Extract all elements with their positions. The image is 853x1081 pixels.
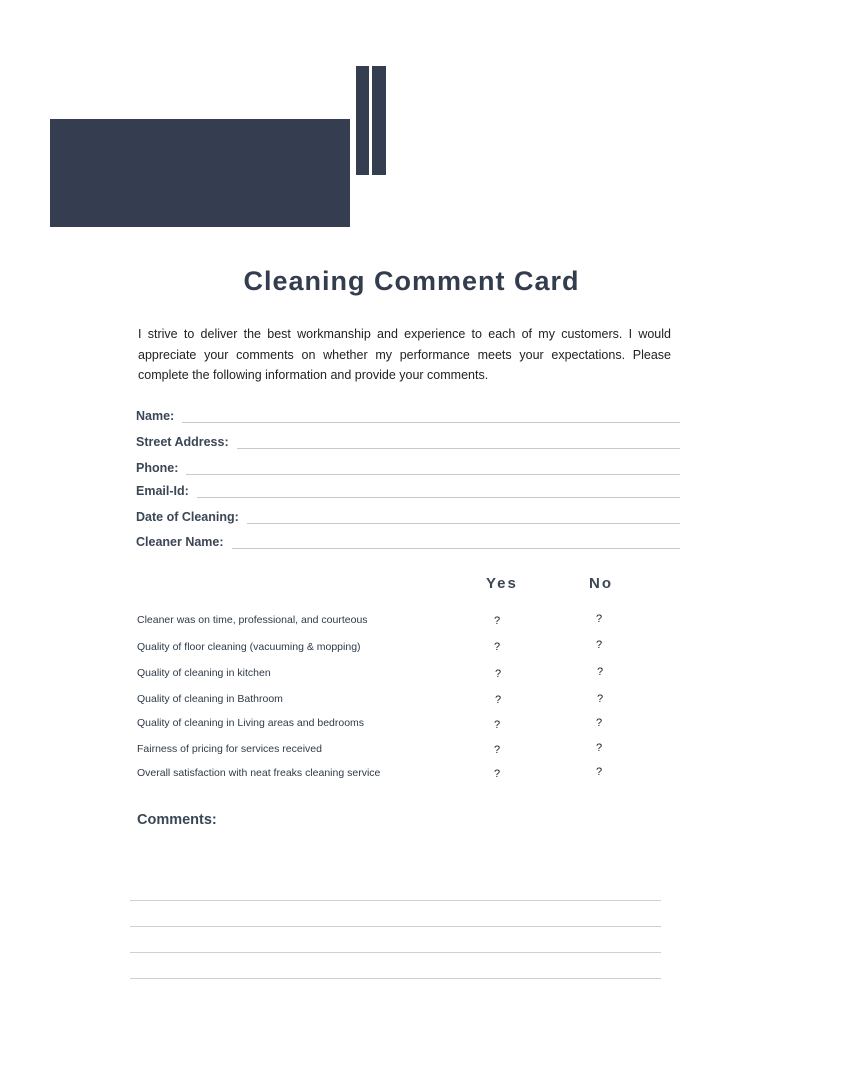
survey-question: Fairness of pricing for services received bbox=[137, 743, 322, 755]
survey-question: Cleaner was on time, professional, and courteous bbox=[137, 614, 368, 626]
cleaner-name-field[interactable] bbox=[136, 531, 680, 549]
email-label: Email-Id: bbox=[136, 484, 189, 498]
cleaner-name-label: Cleaner Name: bbox=[136, 535, 224, 549]
survey-question: Quality of cleaning in Bathroom bbox=[137, 693, 283, 705]
survey-question: Quality of cleaning in Living areas and bedrooms bbox=[137, 717, 365, 729]
no-checkbox[interactable]: ? bbox=[596, 742, 603, 754]
header-accent-bar bbox=[356, 66, 369, 175]
street-address-label: Street Address: bbox=[136, 435, 229, 449]
comments-label: Comments: bbox=[137, 812, 217, 828]
intro-paragraph: I strive to deliver the best workmanship and experience to each of my customers. I would appreciate your comments on whether my performance meets your expectations. Please complete the following information and provide your comments. bbox=[138, 327, 671, 382]
phone-label: Phone: bbox=[136, 461, 179, 475]
yes-checkbox[interactable]: ? bbox=[495, 694, 502, 706]
date-of-cleaning-field[interactable] bbox=[136, 506, 680, 524]
survey-question: Quality of floor cleaning (vacuuming & mopping) bbox=[137, 641, 361, 653]
comment-line[interactable] bbox=[130, 926, 661, 927]
yes-checkbox[interactable]: ? bbox=[494, 768, 501, 780]
header-accent-bar bbox=[372, 66, 386, 175]
name-input-line[interactable] bbox=[182, 421, 680, 423]
page-title: Cleaning Comment Card bbox=[243, 266, 580, 296]
survey-question: Quality of cleaning in kitchen bbox=[137, 667, 271, 679]
yes-checkbox[interactable]: ? bbox=[494, 719, 501, 731]
no-checkbox[interactable]: ? bbox=[596, 766, 603, 778]
street-address-field[interactable] bbox=[136, 431, 680, 449]
name-field[interactable] bbox=[136, 405, 680, 423]
email-field[interactable] bbox=[136, 480, 680, 498]
no-column-header: No bbox=[589, 575, 613, 592]
phone-input-line[interactable] bbox=[186, 473, 680, 475]
comment-line[interactable] bbox=[130, 952, 661, 953]
date-of-cleaning-input-line[interactable] bbox=[247, 522, 680, 524]
comment-line[interactable] bbox=[130, 978, 661, 979]
email-input-line[interactable] bbox=[197, 496, 680, 498]
no-checkbox[interactable]: ? bbox=[596, 717, 603, 729]
yes-checkbox[interactable]: ? bbox=[495, 668, 502, 680]
yes-checkbox[interactable]: ? bbox=[494, 744, 501, 756]
cleaner-name-input-line[interactable] bbox=[232, 547, 680, 549]
yes-column-header: Yes bbox=[486, 575, 518, 592]
name-label: Name: bbox=[136, 409, 175, 423]
no-checkbox[interactable]: ? bbox=[596, 639, 603, 651]
street-address-input-line[interactable] bbox=[237, 447, 680, 449]
yes-checkbox[interactable]: ? bbox=[494, 641, 501, 653]
no-checkbox[interactable]: ? bbox=[597, 693, 604, 705]
comment-line[interactable] bbox=[130, 900, 661, 901]
date-of-cleaning-label: Date of Cleaning: bbox=[136, 510, 239, 524]
survey-question: Overall satisfaction with neat freaks cleaning service bbox=[137, 767, 381, 779]
no-checkbox[interactable]: ? bbox=[597, 666, 604, 678]
header-banner-block bbox=[50, 119, 350, 227]
no-checkbox[interactable]: ? bbox=[596, 613, 603, 625]
phone-field[interactable] bbox=[136, 457, 680, 475]
yes-checkbox[interactable]: ? bbox=[494, 615, 501, 627]
